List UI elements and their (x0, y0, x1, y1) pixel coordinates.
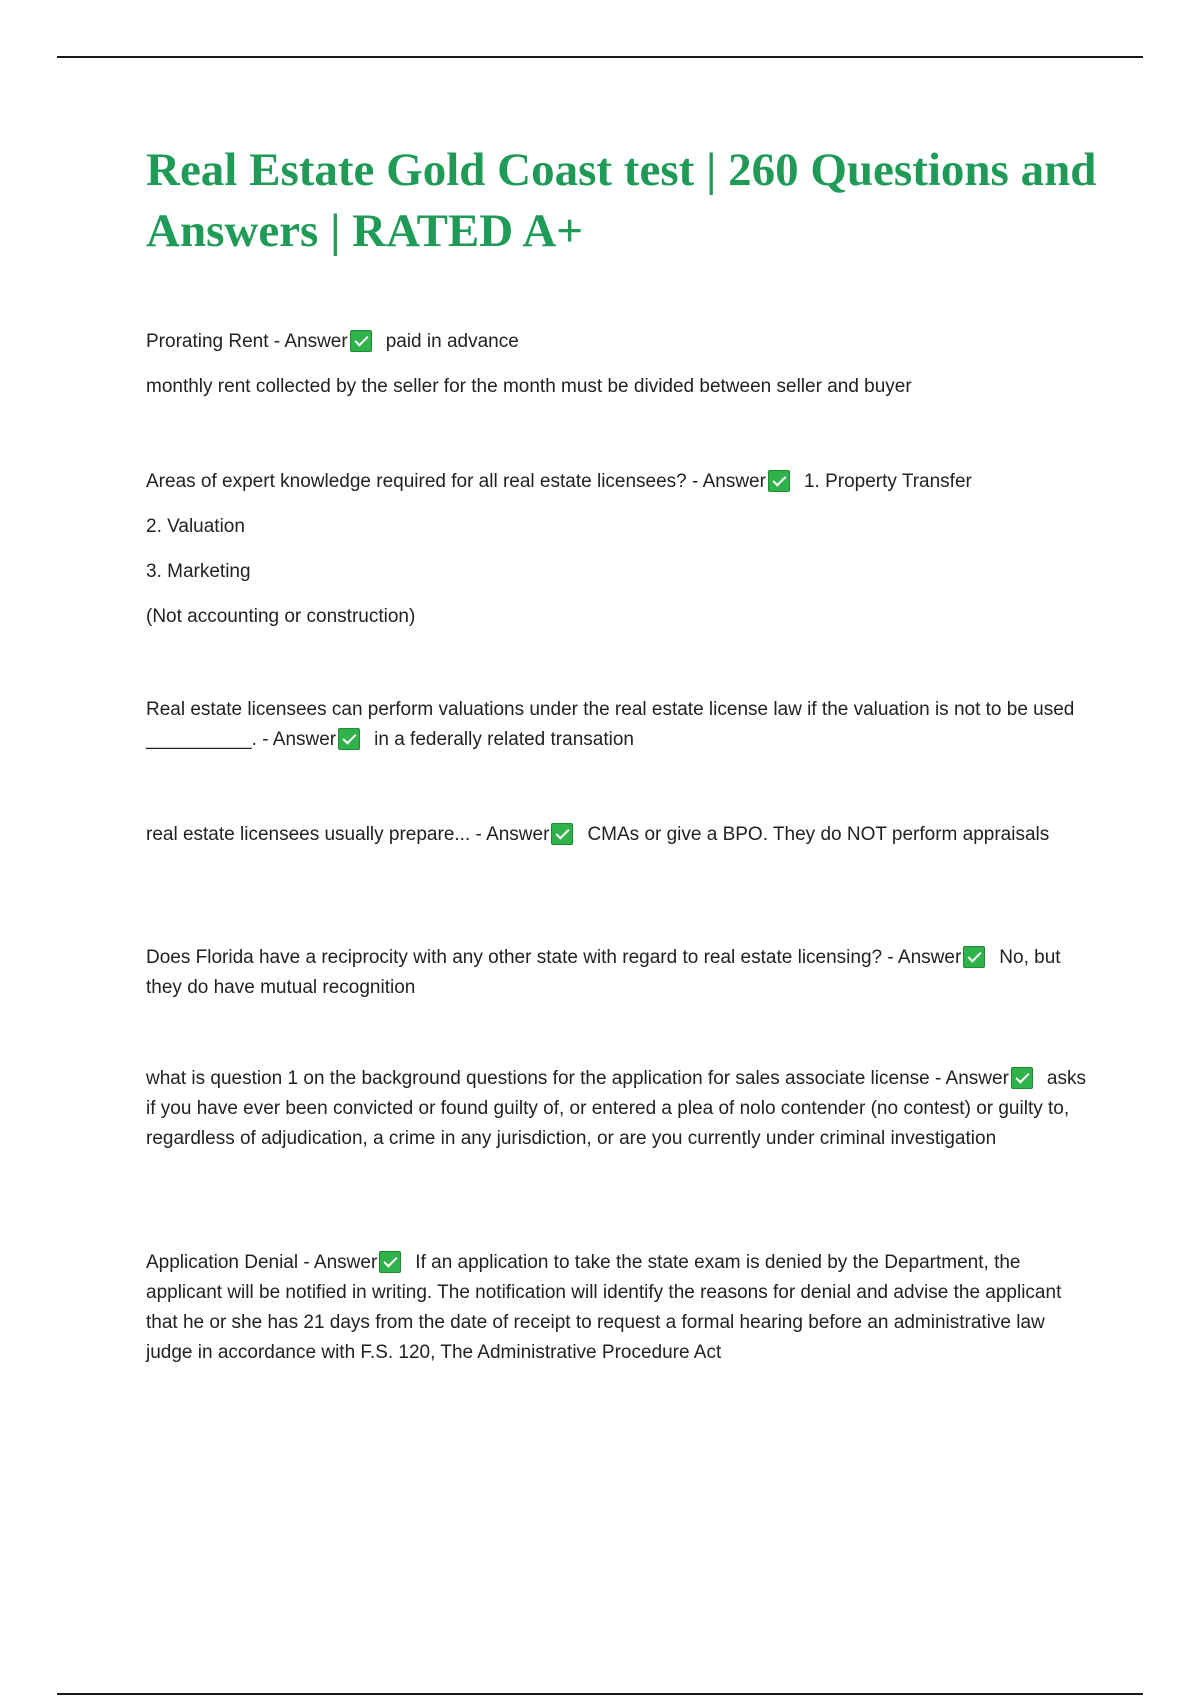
check-mark-icon (551, 823, 573, 845)
check-mark-icon (963, 946, 985, 968)
qa-item (146, 1064, 1096, 1154)
qa-line (146, 1064, 1096, 1154)
answer-continuation: (Not accounting or construction) (146, 606, 416, 627)
qa-item (146, 327, 1096, 402)
answer-text: paid in advance (385, 331, 519, 352)
check-mark-icon (350, 330, 372, 352)
question-text: Prorating Rent - Answer (146, 331, 348, 352)
qa-line (146, 695, 1096, 755)
qa-item (146, 1248, 1096, 1368)
check-mark-icon (768, 470, 790, 492)
answer-continuation: 2. Valuation (146, 516, 245, 537)
qa-item (146, 695, 1096, 755)
answer-text: CMAs or give a BPO. They do NOT perform appraisals (587, 824, 1050, 845)
qa-item (146, 820, 1096, 850)
qa-item (146, 467, 1096, 632)
qa-line (146, 943, 1096, 1003)
answer-text: asks if you have ever been convicted or found guilty of, or entered a plea of nolo contender (no contest) or guilty to, regardless of adjudication, a crime in any jurisdiction, or are you currently under criminal investigation (146, 1068, 1086, 1149)
question-text: Areas of expert knowledge required for all real estate licensees? - Answer (146, 471, 766, 492)
question-text: Real estate licensees can perform valuations under the real estate license law if the valuation is not to be used __________. - Answer (146, 699, 1075, 750)
answer-text: 1. Property Transfer (803, 471, 972, 492)
answer-text: in a federally related transation (374, 729, 634, 750)
document-title: Real Estate Gold Coast test | 260 Questions and Answers | RATED A+ (146, 144, 1097, 257)
answer-continuation: monthly rent collected by the seller for the month must be divided between seller and buyer (146, 376, 912, 397)
question-text: Does Florida have a reciprocity with any other state with regard to real estate licensing? - Answer (146, 947, 962, 968)
qa-line (146, 327, 1096, 357)
qa-line (146, 467, 1096, 497)
qa-item (146, 943, 1096, 1003)
check-mark-icon (338, 728, 360, 750)
answer-continuation: 3. Marketing (146, 561, 251, 582)
check-mark-icon (1011, 1067, 1033, 1089)
answer-text: If an application to take the state exam is denied by the Department, the applicant will be notified in writing. The notification will identify the reasons for denial and advise the applicant that he or she has 21 days from the date of receipt to request a formal hearing before an administrative law judge in accordance with F.S. 120, The Administrative Procedure Act (146, 1252, 1062, 1363)
qa-line (146, 1248, 1096, 1368)
question-text: Application Denial - Answer (146, 1252, 378, 1273)
check-mark-icon (379, 1251, 401, 1273)
footer-rule (57, 1693, 1143, 1695)
question-text: real estate licensees usually prepare... - Answer (146, 824, 550, 845)
question-text: what is question 1 on the background questions for the application for sales associate license - Answer (146, 1068, 1009, 1089)
header-rule (57, 56, 1143, 58)
qa-line (146, 820, 1096, 850)
answer-text: No, but they do have mutual recognition (146, 947, 1061, 998)
